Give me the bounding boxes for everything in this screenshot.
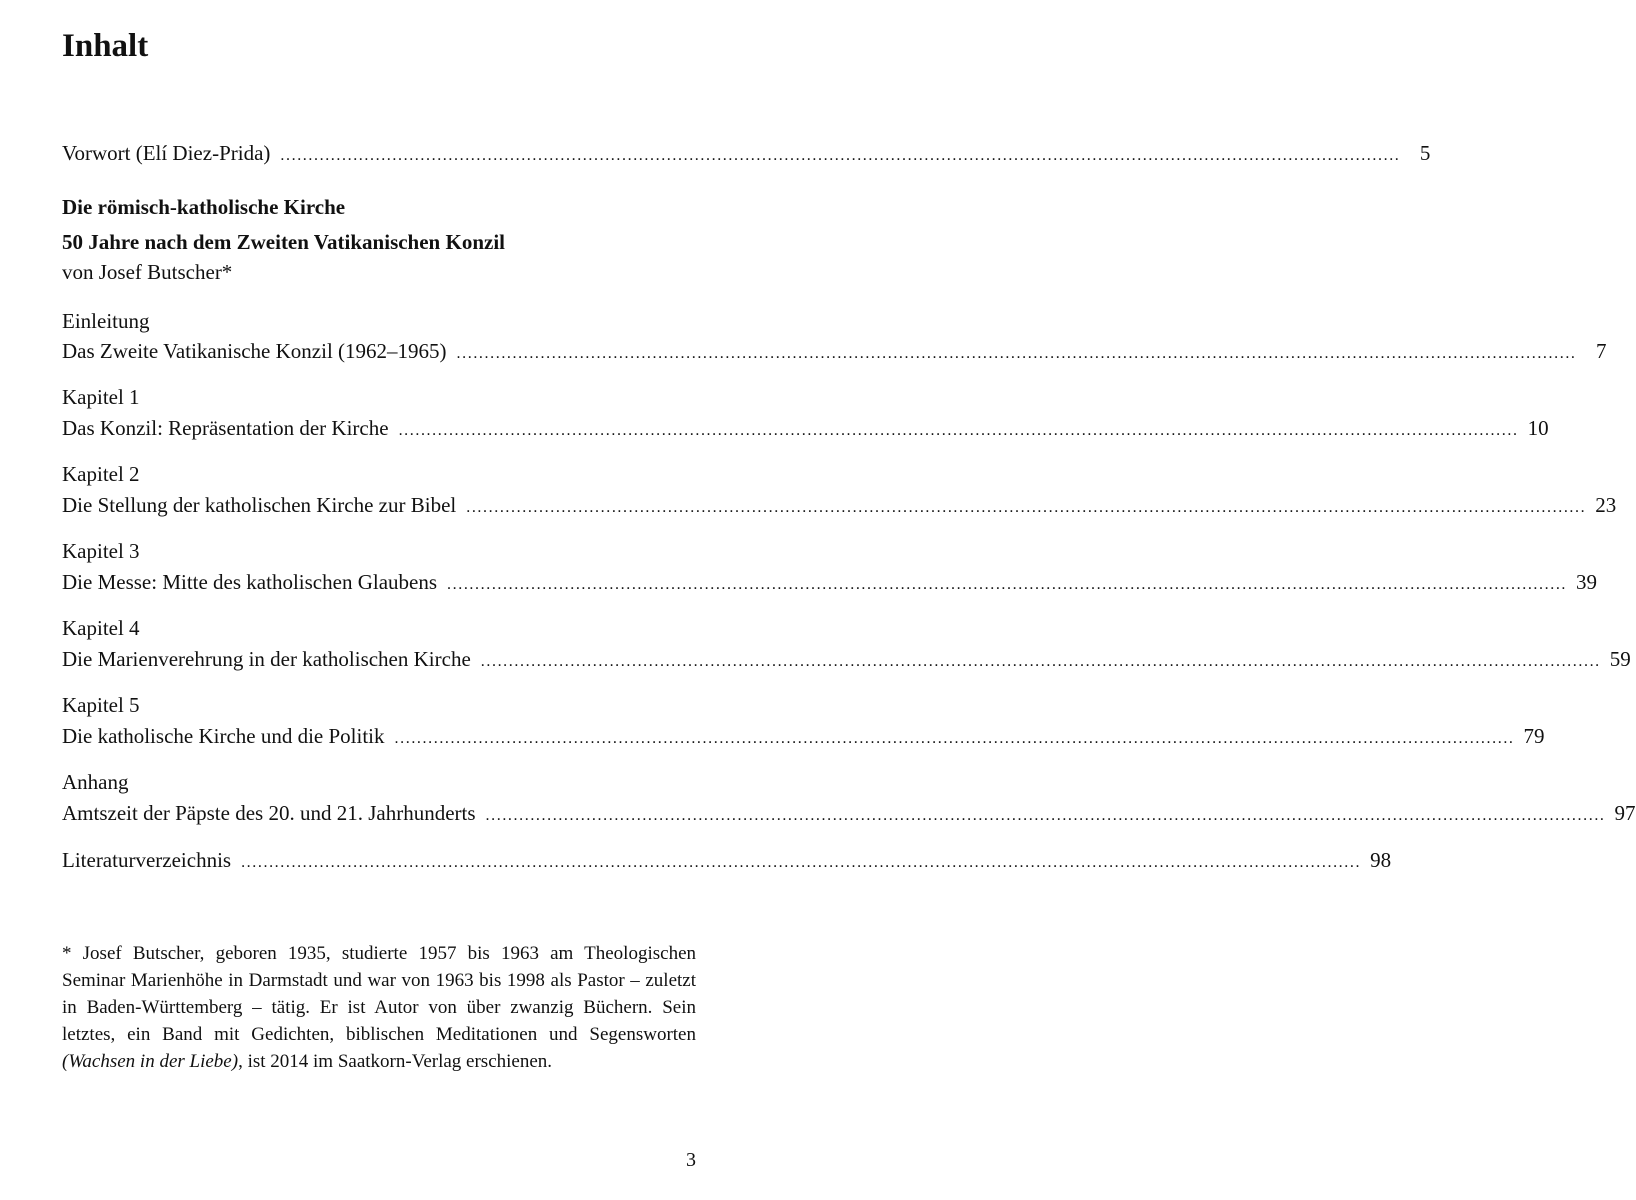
toc-entry-text: Das Zweite Vatikanische Konzil (1962–1965)	[62, 339, 447, 363]
toc-page-number: 5	[1419, 141, 1431, 165]
book-page	[62, 0, 1636, 1200]
section-title: Die römisch-katholische Kirche	[62, 195, 346, 219]
dot-leader: ........................................................................................................................................................................................................	[241, 854, 1362, 871]
dot-leader: ........................................................................................................................................................................................................	[447, 576, 1568, 593]
toc-entry	[62, 413, 1549, 443]
dot-leader: ........................................................................................................................................................................................................	[456, 345, 1577, 362]
toc-entry-text: Vorwort (Elí Diez-Prida)	[62, 141, 271, 165]
dot-leader: ........................................................................................................................................................................................................	[280, 147, 1401, 164]
toc-page-number: 59	[1609, 647, 1631, 671]
author-footnote	[62, 940, 696, 1075]
toc-page-number: 10	[1527, 416, 1549, 440]
section-author: von Josef Butscher*	[62, 260, 233, 284]
dot-leader: ........................................................................................................................................................................................................	[398, 422, 1519, 439]
page-title: Inhalt	[62, 28, 149, 64]
toc-entry	[62, 798, 1636, 828]
toc-chapter-label: Kapitel 5	[62, 693, 140, 717]
toc-entry	[62, 644, 1631, 674]
toc-entry-text: Das Konzil: Repräsentation der Kirche	[62, 416, 389, 440]
toc-entry-text: Die Stellung der katholischen Kirche zur Bibel	[62, 493, 457, 517]
toc-entry-text: Die katholische Kirche und die Politik	[62, 724, 385, 748]
toc-page-number: 7	[1596, 339, 1607, 363]
toc-chapter-label: Kapitel 2	[62, 462, 140, 486]
toc-chapter-label: Kapitel 1	[62, 385, 140, 409]
toc-entry-text: Amtszeit der Päpste des 20. und 21. Jahrhunderts	[62, 801, 476, 825]
toc-entry	[62, 721, 1545, 751]
toc-entry-text: Die Marienverehrung in der katholischen Kirche	[62, 647, 471, 671]
book-title: (Wachsen in der Liebe)	[62, 1051, 239, 1072]
toc-page-number: 97	[1614, 801, 1636, 825]
toc-entry	[62, 336, 1607, 366]
dot-leader: ........................................................................................................................................................................................................	[480, 653, 1601, 670]
toc-chapter-label: Anhang	[62, 770, 129, 794]
toc-entry-vorwort	[62, 138, 1431, 168]
toc-entry	[62, 490, 1617, 520]
toc-entry-text: Die Messe: Mitte des katholischen Glaubens	[62, 570, 438, 594]
dot-leader: ........................................................................................................................................................................................................	[394, 730, 1515, 747]
toc-chapter-label: Einleitung	[62, 309, 150, 333]
section-subtitle: 50 Jahre nach dem Zweiten Vatikanischen Konzil	[62, 230, 505, 254]
toc-page-number: 79	[1523, 724, 1545, 748]
footnote-text-end: , ist 2014 im Saatkorn-Verlag erschienen.	[238, 1051, 553, 1072]
toc-page-number: 98	[1370, 848, 1392, 872]
toc-page-number: 39	[1576, 570, 1598, 594]
dot-leader: ........................................................................................................................................................................................................	[466, 499, 1587, 516]
toc-chapter-label: Kapitel 3	[62, 539, 140, 563]
toc-entry	[62, 567, 1598, 597]
dot-leader: ........................................................................................................................................................................................................	[485, 807, 1606, 824]
footnote-text: * Josef Butscher, geboren 1935, studierte 1957 bis 1963 am Theologischen Seminar Marienhöhe in Darmstadt und war von 1963 bis 1998 als Pastor – zuletzt in Baden-Württemberg – tätig. Er ist Autor von über zwanzig Büchern. Sein letztes, ein Band mit Gedichten, biblischen Meditationen und Segensworten	[62, 943, 696, 1045]
toc-entry-text: Literaturverzeichnis	[62, 848, 232, 872]
toc-entry-literatur	[62, 845, 1392, 875]
page-number: 3	[686, 1149, 696, 1171]
toc-chapter-label: Kapitel 4	[62, 616, 140, 640]
toc-page-number: 23	[1595, 493, 1617, 517]
